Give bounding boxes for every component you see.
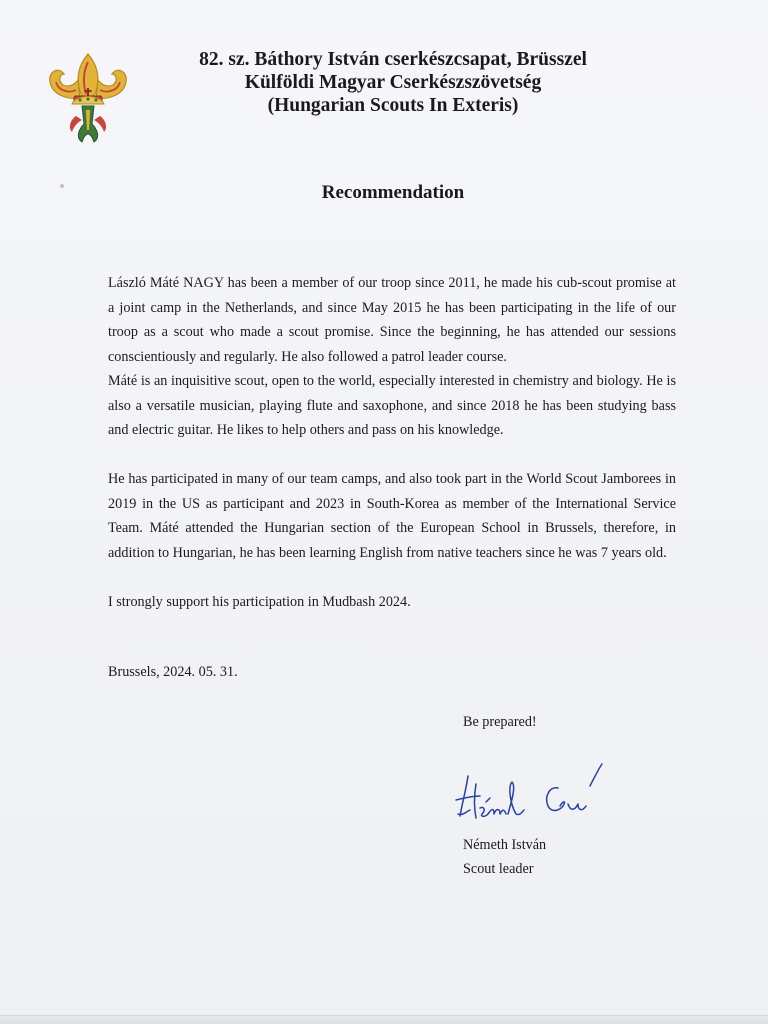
signer-role: Scout leader	[463, 861, 534, 877]
closing-motto: Be prepared!	[463, 714, 537, 730]
header-line-2: Külföldi Magyar Cserkészszövetség	[244, 72, 542, 93]
paper-speck	[60, 184, 64, 188]
paragraph-spacer	[108, 565, 676, 590]
paragraph-support: I strongly support his participation in Mudbash 2024.	[108, 593, 411, 610]
paragraph-camps: He has participated in many of our team camps, and also took part in the World Scout Jamborees in 2019 in the US as participant and 2023 in South-Korea as member of the International Service Team. Máté attended the Hungarian section of the European School in Brussels, therefore, in addition to Hungarian, he has been learning English from native teachers since he was 7 years old.	[108, 471, 676, 561]
signature-icon	[446, 756, 612, 828]
letter-body	[108, 271, 676, 614]
paragraph-spacer	[108, 443, 676, 468]
signer-name: Németh István	[463, 837, 547, 853]
paragraph-interests: Máté is an inquisitive scout, open to the world, especially interested in chemistry and biology. He is also a versatile musician, playing flute and saxophone, and since 2018 he has been studying bass and electric guitar. He likes to help others and pass on his knowledge.	[108, 373, 676, 438]
header-line-3: (Hungarian Scouts In Exteris)	[267, 95, 519, 116]
place-and-date: Brussels, 2024. 05. 31.	[108, 664, 238, 680]
header-line-1: 82. sz. Báthory István cserkészcsapat, Brüsszel	[199, 49, 587, 70]
page-bottom-edge	[0, 1015, 768, 1024]
document-title: Recommendation	[321, 182, 465, 203]
scout-logo-icon	[46, 50, 130, 146]
paragraph-membership: László Máté NAGY has been a member of our troop since 2011, he made his cub-scout promise at a joint camp in the Netherlands, and since May 2015 he has been participating in the life of our troop as a scout who made a scout promise. Since the beginning, he has attended our sessions conscientiously and regularly. He also followed a patrol leader course.	[108, 275, 676, 365]
organization-header	[150, 48, 636, 117]
